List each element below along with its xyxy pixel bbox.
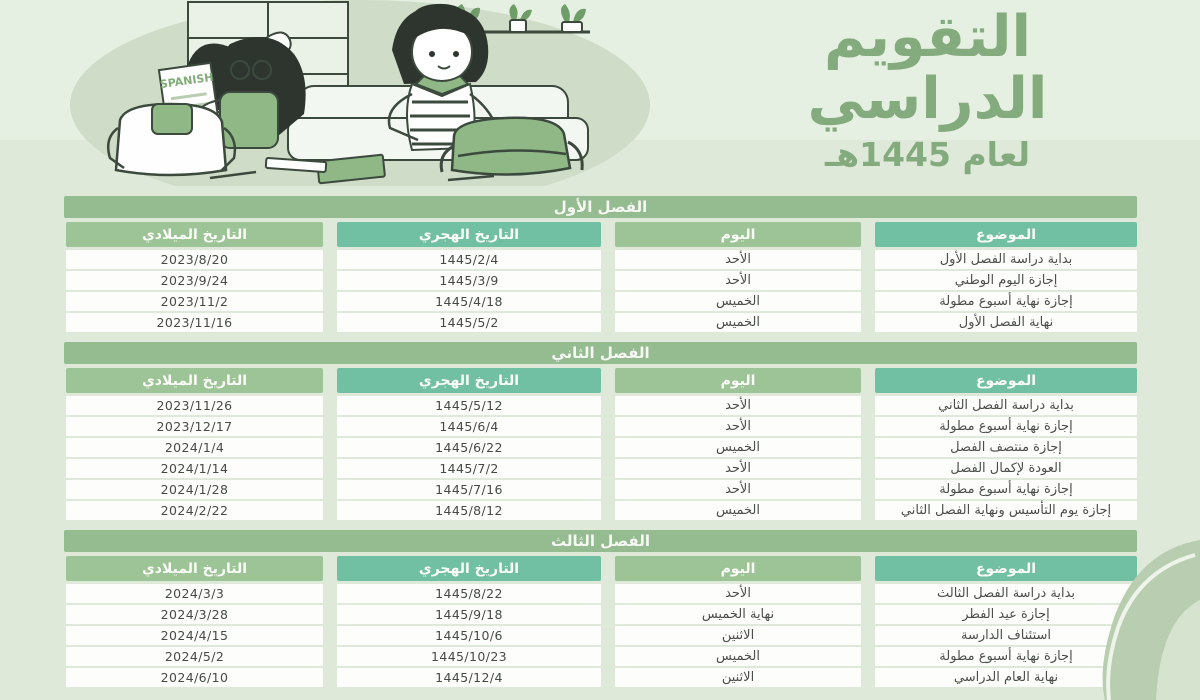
cell-subject: إجازة نهاية أسبوع مطولة (875, 647, 1137, 666)
cell-subject: بداية دراسة الفصل الأول (875, 250, 1137, 269)
column-header-subject: الموضوع (875, 556, 1137, 581)
season-section (64, 196, 1137, 332)
table-row (64, 396, 1137, 415)
cell-subject: إجازة يوم التأسيس ونهاية الفصل الثاني (875, 501, 1137, 520)
column-header-subject: الموضوع (875, 368, 1137, 393)
table-row (64, 313, 1137, 332)
cell-hijri: 1445/6/4 (337, 417, 601, 436)
cell-gregorian: 2024/4/15 (66, 626, 323, 645)
cell-day: الخميس (615, 438, 861, 457)
cell-gregorian: 2024/6/10 (66, 668, 323, 687)
cell-gregorian: 2024/1/4 (66, 438, 323, 457)
cell-subject: بداية دراسة الفصل الثالث (875, 584, 1137, 603)
season-section (64, 530, 1137, 687)
table-row (64, 459, 1137, 478)
column-header-hijri: التاريخ الهجري (337, 368, 601, 393)
cell-day: الأحد (615, 271, 861, 290)
cell-subject: إجازة عيد الفطر (875, 605, 1137, 624)
hero-section (0, 0, 1200, 186)
season-title: الفصل الثاني (64, 342, 1137, 364)
cell-hijri: 1445/12/4 (337, 668, 601, 687)
column-header-row (64, 222, 1137, 247)
table-row (64, 501, 1137, 520)
cell-hijri: 1445/8/22 (337, 584, 601, 603)
season-section (64, 342, 1137, 520)
cell-gregorian: 2023/9/24 (66, 271, 323, 290)
column-header-gregorian: التاريخ الميلادي (66, 368, 323, 393)
season-rows (64, 584, 1137, 687)
cell-subject: إجازة نهاية أسبوع مطولة (875, 417, 1137, 436)
column-header-hijri: التاريخ الهجري (337, 222, 601, 247)
cell-hijri: 1445/10/23 (337, 647, 601, 666)
column-header-day: اليوم (615, 222, 861, 247)
table-row (64, 292, 1137, 311)
cell-gregorian: 2024/2/22 (66, 501, 323, 520)
poster-title (665, 6, 1190, 182)
cell-hijri: 1445/8/12 (337, 501, 601, 520)
cell-hijri: 1445/7/2 (337, 459, 601, 478)
cell-day: الخميس (615, 313, 861, 332)
table-row (64, 647, 1137, 666)
cell-day: الخميس (615, 647, 861, 666)
table-row (64, 480, 1137, 499)
cell-gregorian: 2023/11/16 (66, 313, 323, 332)
season-title: الفصل الأول (64, 196, 1137, 218)
cell-day: الأحد (615, 417, 861, 436)
cell-subject: نهاية الفصل الأول (875, 313, 1137, 332)
table-row (64, 668, 1137, 687)
table-row (64, 626, 1137, 645)
cell-day: الأحد (615, 480, 861, 499)
cell-subject: نهاية العام الدراسي (875, 668, 1137, 687)
season-title: الفصل الثالث (64, 530, 1137, 552)
cell-hijri: 1445/5/2 (337, 313, 601, 332)
cell-gregorian: 2024/1/28 (66, 480, 323, 499)
title-line-1: التقويم (823, 4, 1032, 70)
column-header-row (64, 368, 1137, 393)
cell-day: نهاية الخميس (615, 605, 861, 624)
cell-gregorian: 2024/5/2 (66, 647, 323, 666)
table-row (64, 250, 1137, 269)
season-rows (64, 396, 1137, 520)
table-row (64, 271, 1137, 290)
cell-hijri: 1445/9/18 (337, 605, 601, 624)
cell-gregorian: 2023/11/2 (66, 292, 323, 311)
cell-gregorian: 2023/11/26 (66, 396, 323, 415)
column-header-gregorian: التاريخ الميلادي (66, 222, 323, 247)
title-subtitle: لعام 1445هـ (824, 135, 1031, 174)
column-header-row (64, 556, 1137, 581)
cell-day: الخميس (615, 501, 861, 520)
cell-gregorian: 2023/8/20 (66, 250, 323, 269)
season-rows (64, 250, 1137, 332)
table-row (64, 417, 1137, 436)
cell-subject: بداية دراسة الفصل الثاني (875, 396, 1137, 415)
table-row (64, 584, 1137, 603)
cell-day: الخميس (615, 292, 861, 311)
cell-hijri: 1445/7/16 (337, 480, 601, 499)
column-header-hijri: التاريخ الهجري (337, 556, 601, 581)
students-illustration (60, 0, 660, 186)
cell-hijri: 1445/2/4 (337, 250, 601, 269)
cell-day: الأحد (615, 459, 861, 478)
cell-day: الأحد (615, 250, 861, 269)
cell-hijri: 1445/3/9 (337, 271, 601, 290)
cell-subject: العودة لإكمال الفصل (875, 459, 1137, 478)
cell-subject: استئناف الدارسة (875, 626, 1137, 645)
table-row (64, 438, 1137, 457)
title-line-2: الدراسي (807, 66, 1048, 132)
cell-subject: إجازة نهاية أسبوع مطولة (875, 292, 1137, 311)
cell-day: الأحد (615, 584, 861, 603)
calendar-tables (64, 196, 1137, 697)
table-row (64, 605, 1137, 624)
cell-gregorian: 2024/3/28 (66, 605, 323, 624)
cell-subject: إجازة منتصف الفصل (875, 438, 1137, 457)
cell-hijri: 1445/10/6 (337, 626, 601, 645)
cell-subject: إجازة اليوم الوطني (875, 271, 1137, 290)
cell-hijri: 1445/4/18 (337, 292, 601, 311)
cell-day: الأحد (615, 396, 861, 415)
cell-gregorian: 2024/1/14 (66, 459, 323, 478)
cell-gregorian: 2023/12/17 (66, 417, 323, 436)
column-header-day: اليوم (615, 368, 861, 393)
column-header-subject: الموضوع (875, 222, 1137, 247)
spanish-paper-label: SPANISH (159, 70, 215, 92)
cell-day: الاثنين (615, 668, 861, 687)
cell-hijri: 1445/6/22 (337, 438, 601, 457)
cell-gregorian: 2024/3/3 (66, 584, 323, 603)
cell-day: الاثنين (615, 626, 861, 645)
cell-hijri: 1445/5/12 (337, 396, 601, 415)
column-header-day: اليوم (615, 556, 861, 581)
cell-subject: إجازة نهاية أسبوع مطولة (875, 480, 1137, 499)
column-header-gregorian: التاريخ الميلادي (66, 556, 323, 581)
